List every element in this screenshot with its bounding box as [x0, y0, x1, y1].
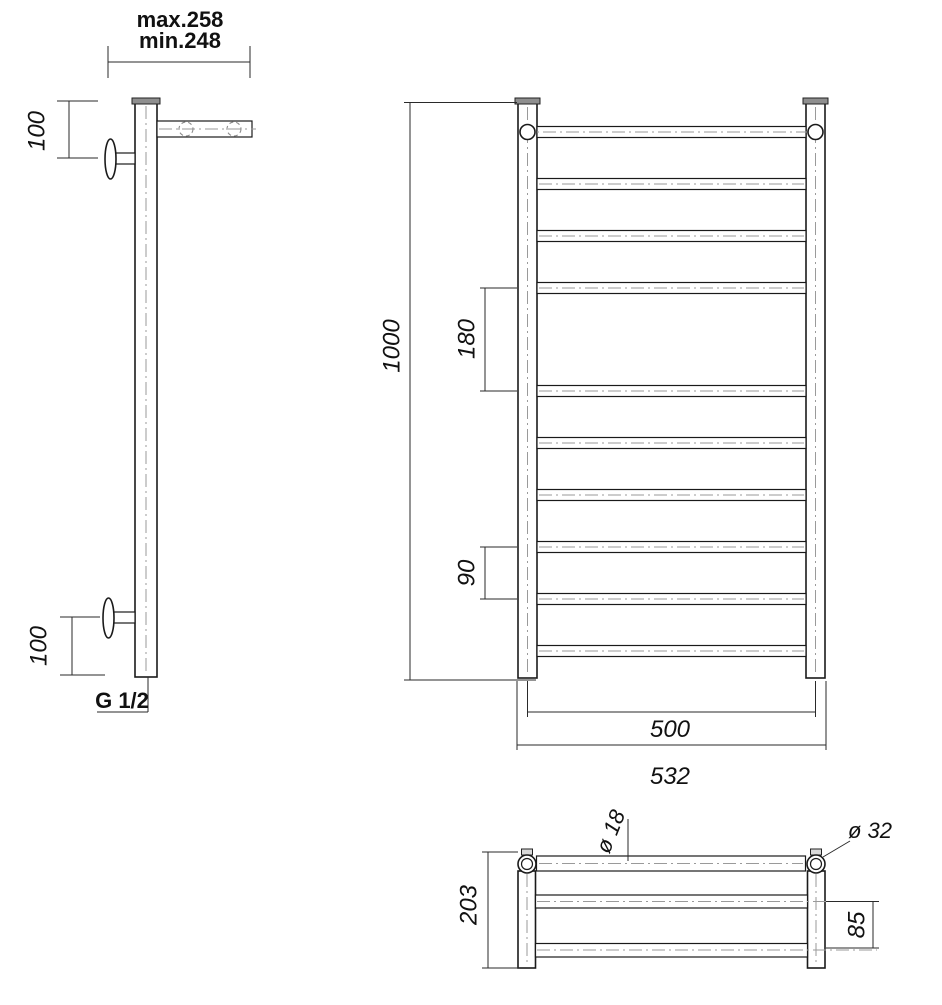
top-view — [455, 806, 892, 968]
flange-disc — [103, 598, 114, 638]
front-left-riser — [515, 98, 540, 678]
dim-overall-depth — [455, 852, 520, 968]
dim-label-wall-offset-min: min.248 — [139, 28, 221, 53]
dim-label-top-100: 100 — [23, 110, 51, 152]
joint-circle — [520, 125, 535, 140]
thread-callout — [95, 677, 149, 713]
dim-small-gap — [453, 547, 517, 599]
side-view — [23, 7, 256, 713]
dim-large-gap — [453, 288, 517, 391]
side-riser-tube — [132, 98, 160, 677]
front-right-riser — [803, 98, 828, 678]
side-bottom-flange — [103, 598, 135, 638]
dim-wall-offset — [108, 7, 250, 78]
flange-stem — [115, 153, 135, 164]
side-top-arm — [157, 121, 256, 137]
dim-label-532: 532 — [649, 763, 691, 790]
arm-stub — [522, 849, 533, 855]
dim-label-d18: ø 18 — [590, 806, 631, 857]
front-view — [378, 98, 828, 790]
front-rungs — [520, 127, 823, 657]
dim-label-180: 180 — [453, 318, 481, 360]
riser-inner-circle — [522, 859, 533, 870]
dim-width-centers — [528, 681, 816, 743]
dim-label-500: 500 — [649, 716, 691, 743]
dim-label-90: 90 — [453, 559, 481, 587]
callout-riser-diameter — [823, 818, 892, 857]
dim-bracket-offset — [826, 902, 879, 949]
dim-label-bottom-100: 100 — [25, 625, 53, 667]
dim-bottom-bracket-offset — [25, 617, 105, 675]
dim-label-1000: 1000 — [378, 319, 406, 373]
thread-label: G 1/2 — [95, 688, 149, 713]
riser-inner-circle — [811, 859, 822, 870]
riser-top-cap — [803, 98, 828, 104]
riser-top-cap — [132, 98, 160, 104]
side-top-flange — [105, 139, 135, 179]
rung-row-bar — [536, 895, 808, 908]
dim-label-203: 203 — [455, 884, 483, 926]
joint-circle — [808, 125, 823, 140]
bracket-row-bar — [536, 944, 808, 958]
callout-rung-diameter — [591, 806, 631, 861]
dim-label-d32: ø 32 — [847, 818, 893, 843]
plan-right-riser-circle — [807, 855, 825, 873]
flange-stem — [113, 612, 135, 623]
flange-disc — [105, 139, 116, 179]
leader-line — [823, 841, 850, 857]
arm-stub — [811, 849, 822, 855]
plan-left-riser-circle — [518, 855, 536, 873]
riser-top-cap — [515, 98, 540, 104]
dim-top-bracket-offset — [23, 101, 98, 158]
dim-label-wall-offset-max: max.258 — [136, 7, 224, 32]
dim-label-85: 85 — [843, 911, 871, 939]
